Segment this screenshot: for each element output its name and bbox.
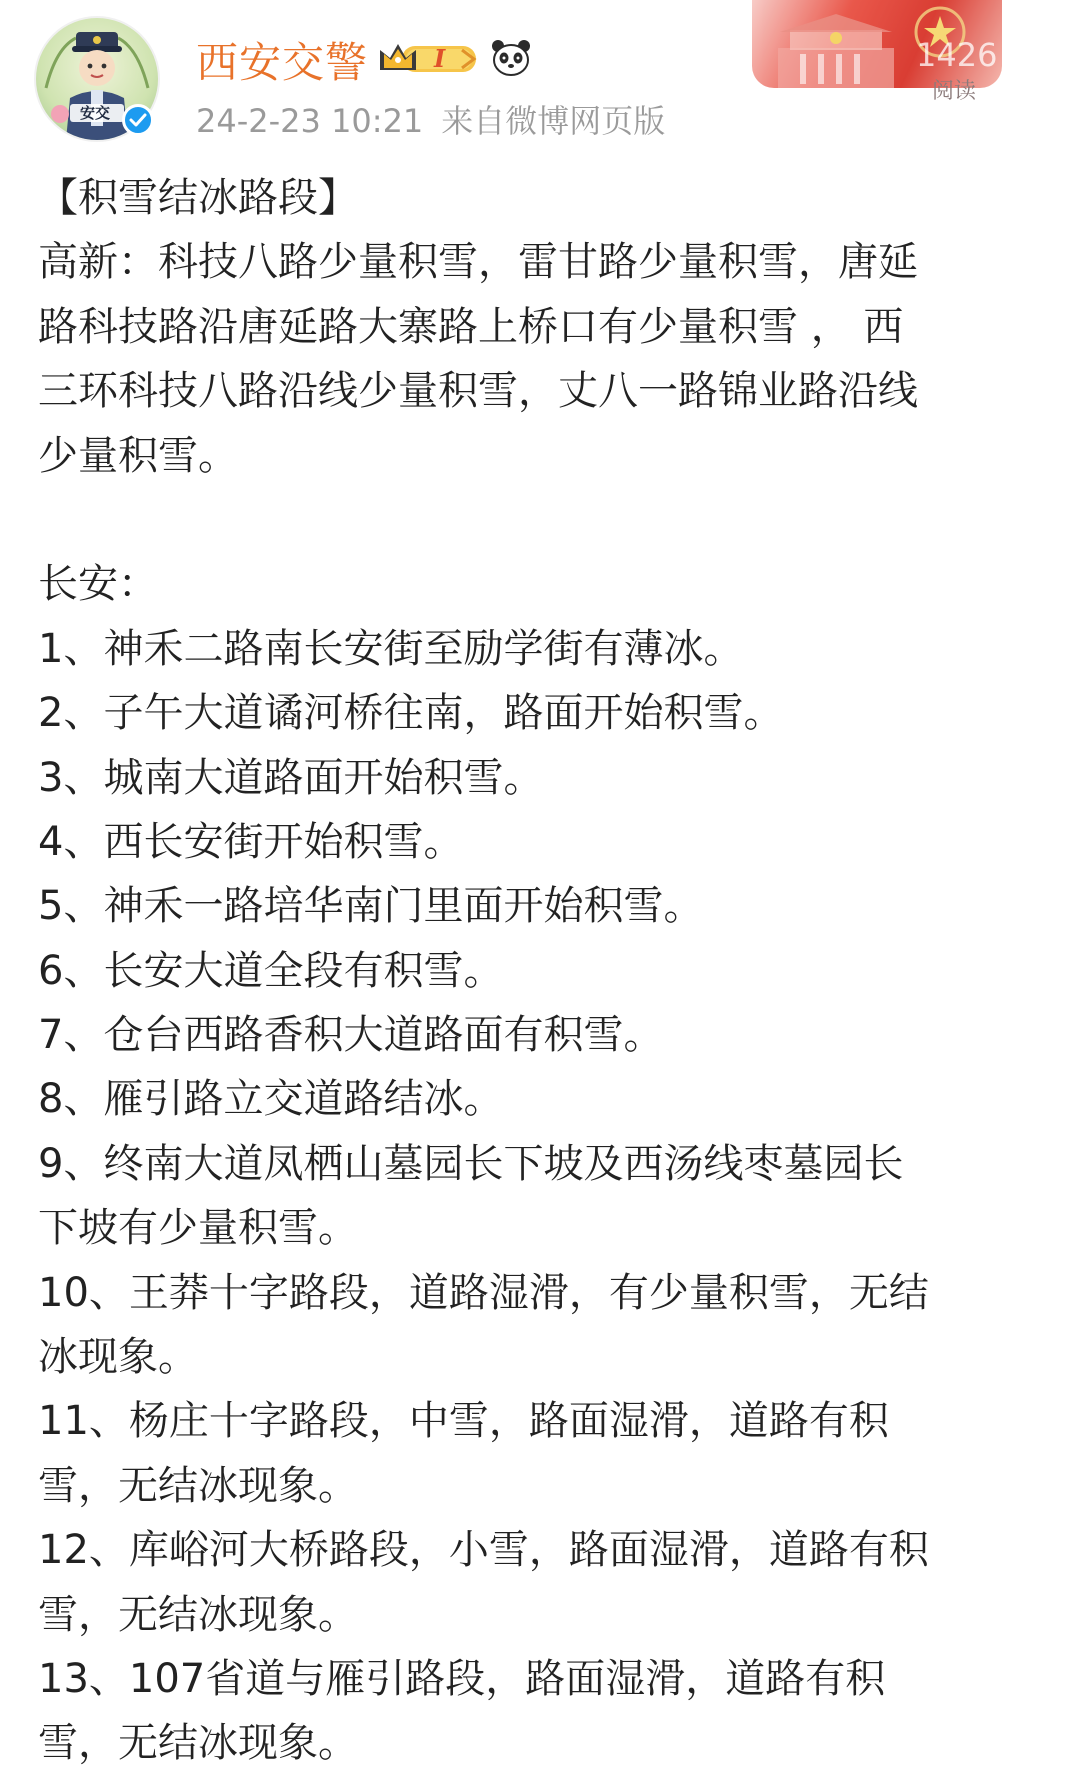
post-line: 5、神禾一路培华南门里面开始积雪。: [38, 883, 704, 930]
post-line: 8、雁引路立交道路结冰。: [38, 1076, 504, 1123]
panda-badge-icon[interactable]: [490, 38, 532, 78]
post-header: [0, 0, 1080, 150]
post-line: 高新：科技八路少量积雪，雷甘路少量积雪，唐延: [38, 239, 918, 286]
post-line: 11、杨庄十字路段，中雪，路面湿滑，道路有积: [38, 1398, 889, 1445]
author-name[interactable]: 西安交警: [196, 38, 369, 87]
post-line: 9、终南大道凤栖山墓园长下坡及西汤线枣墓园长: [38, 1140, 904, 1187]
gate-illustration: [770, 8, 900, 88]
read-count: 1426: [916, 36, 998, 74]
post-line: 路科技路沿唐延路大寨路上桥口有少量积雪 ， 西: [38, 303, 904, 350]
post-line: 【积雪结冰路段】: [38, 175, 358, 221]
verified-check-icon: [122, 104, 154, 136]
post-line: 7、仓台西路香积大道路面有积雪。: [38, 1012, 664, 1059]
post-body: [38, 166, 1048, 1776]
post-source[interactable]: 来自微博网页版: [441, 102, 666, 140]
post-line: 长安：: [38, 561, 158, 608]
post-line: 3、城南大道路面开始积雪。: [38, 754, 544, 801]
badge-level: I: [434, 44, 446, 73]
post-line: 4、西长安街开始积雪。: [38, 818, 464, 865]
post-time: 24-2-23 10:21: [196, 102, 424, 140]
post-line: 三环科技八路沿线少量积雪，丈八一路锦业路沿线: [38, 368, 918, 415]
post-line: 冰现象。: [38, 1334, 198, 1381]
crown-badge-icon[interactable]: [376, 38, 480, 78]
post-line: 2、子午大道谲河桥往南，路面开始积雪。: [38, 690, 784, 737]
blank-line: [38, 488, 1048, 552]
post-line: 10、王莽十字路段，道路湿滑，有少量积雪，无结: [38, 1269, 929, 1316]
post-line: 下坡有少量积雪。: [38, 1205, 358, 1252]
post-line: 雪，无结冰现象。: [38, 1591, 358, 1638]
post-line: 6、长安大道全段有积雪。: [38, 947, 504, 994]
post-meta: [196, 96, 665, 142]
avatar-label: 安交: [80, 104, 111, 122]
post-line: 少量积雪。: [38, 432, 238, 479]
post-line: 1、神禾二路南长安街至励学街有薄冰。: [38, 625, 744, 672]
post-line: 13、107省道与雁引路段，路面湿滑，道路有积: [38, 1655, 886, 1702]
post-line: 雪，无结冰现象。: [38, 1462, 358, 1509]
read-label: 阅读: [932, 79, 977, 104]
post-line: 雪，无结冰现象。: [38, 1720, 358, 1767]
post-line: 12、库峪河大桥路段，小雪，路面湿滑，道路有积: [38, 1527, 929, 1574]
